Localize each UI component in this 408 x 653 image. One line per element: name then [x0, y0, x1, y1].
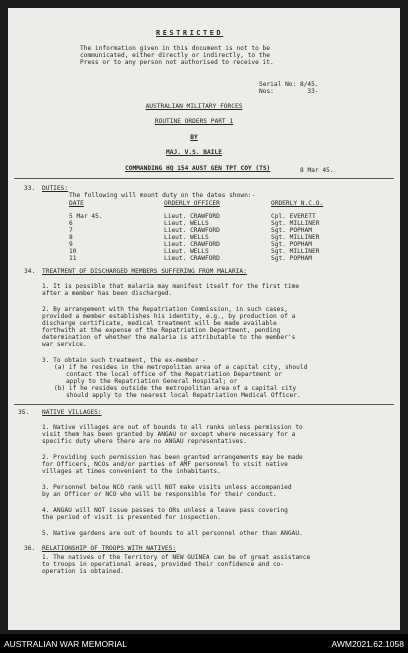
s35-p4-line: the period of visit is presented for inspection. [42, 514, 221, 521]
s35-p1-line: specific duty where there are no ANGAU representatives. [42, 438, 247, 445]
classification-heading: RESTRICTED [156, 29, 224, 37]
warning-line-1: The information given in this document is not to be [80, 45, 270, 52]
col-date-header: DATE [69, 200, 84, 207]
duty-officer: Lieut. WELLS [164, 220, 209, 227]
duty-date: 11 [69, 255, 77, 262]
duty-nco: Sgt. POPHAM [271, 241, 312, 248]
s34-p3-line: (a) if he resides in the metropolitan area of a capital city, should [54, 364, 308, 371]
s35-p2-line: 2. Providing such permission has been granted arrangements may be made [42, 454, 303, 461]
by-line-wrap [8, 134, 400, 141]
s34-p3-line: (b) if he resides outside the metropolitan area of a capital city [54, 385, 297, 392]
officer-line-wrap [8, 149, 400, 156]
s34-p1-line: 1. It is possible that malaria may manifest itself for the first time [42, 283, 300, 290]
s36-p1-line: 1. The natives of the Territory of NEW GUINEA can be of great assistance [42, 554, 311, 561]
duty-nco: Sgt. POPHAM [271, 255, 312, 262]
col-officer-header: ORDERLY OFFICER [164, 200, 220, 207]
duty-date: 10 [69, 248, 77, 255]
s34-p3-line: should apply to the nearest local Repatriation Medical Officer. [66, 392, 301, 399]
s34-p2-line: forthwith at the expense of the Repatriation Department, pending [42, 327, 281, 334]
s35-title: NATIVE VILLAGES: [42, 409, 102, 416]
order-numbers: Nos: 33- [259, 88, 319, 95]
s35-p2-line: for Officers, NCOs and/or parties of AMF personnel to visit native [42, 461, 288, 468]
duty-date: 6 [69, 220, 73, 227]
duty-date: 5 Mar 45. [69, 213, 103, 220]
duty-nco: Sgt. POPHAM [271, 227, 312, 234]
duty-officer: Lieut. WELLS [164, 248, 209, 255]
s36-p1-line: to troops in operational areas, provided their confidence and co- [42, 561, 285, 568]
s35-p1-line: 1. Native villages are out of bounds to all ranks unless permission to [42, 424, 303, 431]
footer-accession-number: AWM2021.62.1058 [331, 639, 404, 649]
s33-intro: The following will mount duty on the dates shown:- [69, 192, 256, 199]
doc-title: ROUTINE ORDERS PART 1 [154, 118, 234, 125]
duty-date: 9 [69, 241, 73, 248]
duty-officer: Lieut. CRAWFORD [164, 241, 220, 248]
s34-p3-line: 3. To obtain such treatment, the ex-member - [42, 357, 206, 364]
duty-officer: Lieut. CRAWFORD [164, 213, 220, 220]
serial-number: Serial No: 8/45. [259, 81, 319, 88]
s34-p2-line: 2. By arrangement with the Repatriation Commission, in such cases, [42, 306, 288, 313]
s33-number: 33. [24, 185, 36, 192]
org-title: AUSTRALIAN MILITARY FORCES [145, 103, 243, 110]
s35-p5-line: 5. Native gardens are out of bounds to all personnel other than ANGAU. [42, 530, 303, 537]
s33-title: DUTIES: [42, 185, 69, 192]
s34-p3-line: contact the local office of the Repatriation Department or [66, 371, 283, 378]
duty-date: 7 [69, 227, 73, 234]
document-page [8, 8, 400, 630]
section-divider [14, 404, 394, 405]
doc-title-wrap [8, 118, 400, 125]
col-nco-header: ORDERLY N.C.O. [271, 200, 324, 207]
s34-p2-line: war service. [42, 341, 87, 348]
s34-p2-line: discharge certificate, medical treatment will be made available [42, 320, 277, 327]
duty-date: 8 [69, 234, 73, 241]
s35-p4-line: 4. ANGAU will NOT issue passes to ORs unless a leave pass covering [42, 507, 288, 514]
duty-nco: Cpl. EVERETT [271, 213, 316, 220]
duty-nco: Sgt. MILLINER [271, 248, 320, 255]
s35-number: 35. [18, 409, 30, 416]
duty-nco: Sgt. MILLINER [271, 220, 320, 227]
org-title-wrap [8, 103, 400, 110]
s36-number: 36. [24, 545, 36, 552]
s34-p2-line: provided a member establishes his identity, e.g., by production of a [42, 313, 296, 320]
command-line: COMMANDING HQ 154 AUST GEN TPT COY (TS) [125, 165, 271, 172]
by-line: BY [190, 134, 198, 141]
warning-line-3: Press or to any person not authorised to receive it. [80, 59, 274, 66]
s34-p2-line: determination of whether the malaria is attributable to the member's [42, 334, 296, 341]
duty-officer: Lieut. CRAWFORD [164, 255, 220, 262]
duty-nco: Sgt. MILLINER [271, 234, 320, 241]
s35-p2-line: villages at times convenient to the inhabitants. [42, 468, 221, 475]
s36-title: RELATIONSHIP OF TROOPS WITH NATIVES: [42, 545, 177, 552]
order-date: 8 Mar 45. [300, 167, 334, 174]
s34-title: TREATMENT OF DISCHARGED MEMBERS SUFFERING FROM MALARIA: [42, 268, 247, 275]
archive-footer [0, 634, 408, 653]
officer-name: MAJ. V.S. BAILE [166, 149, 222, 156]
s36-p1-line: operation is obtained. [42, 568, 124, 575]
s35-p3-line: by an Officer or NCO who will be responsible for their conduct. [42, 491, 277, 498]
header-divider [14, 178, 394, 179]
s35-p1-line: visit them has been granted by ANGAU or except where necessary for a [42, 431, 296, 438]
duty-officer: Lieut. CRAWFORD [164, 227, 220, 234]
warning-line-2: communicated, either directly or indirectly, to the [80, 52, 270, 59]
duty-officer: Lieut. WELLS [164, 234, 209, 241]
footer-institution: AUSTRALIAN WAR MEMORIAL [4, 639, 127, 649]
s34-p1-line: after a member has been discharged. [42, 290, 173, 297]
s35-p3-line: 3. Personnel below NCO rank will NOT make visits unless accompanied [42, 484, 292, 491]
s34-number: 34. [24, 268, 36, 275]
s34-p3-line: apply to the Repatriation General Hospital; or [66, 378, 238, 385]
